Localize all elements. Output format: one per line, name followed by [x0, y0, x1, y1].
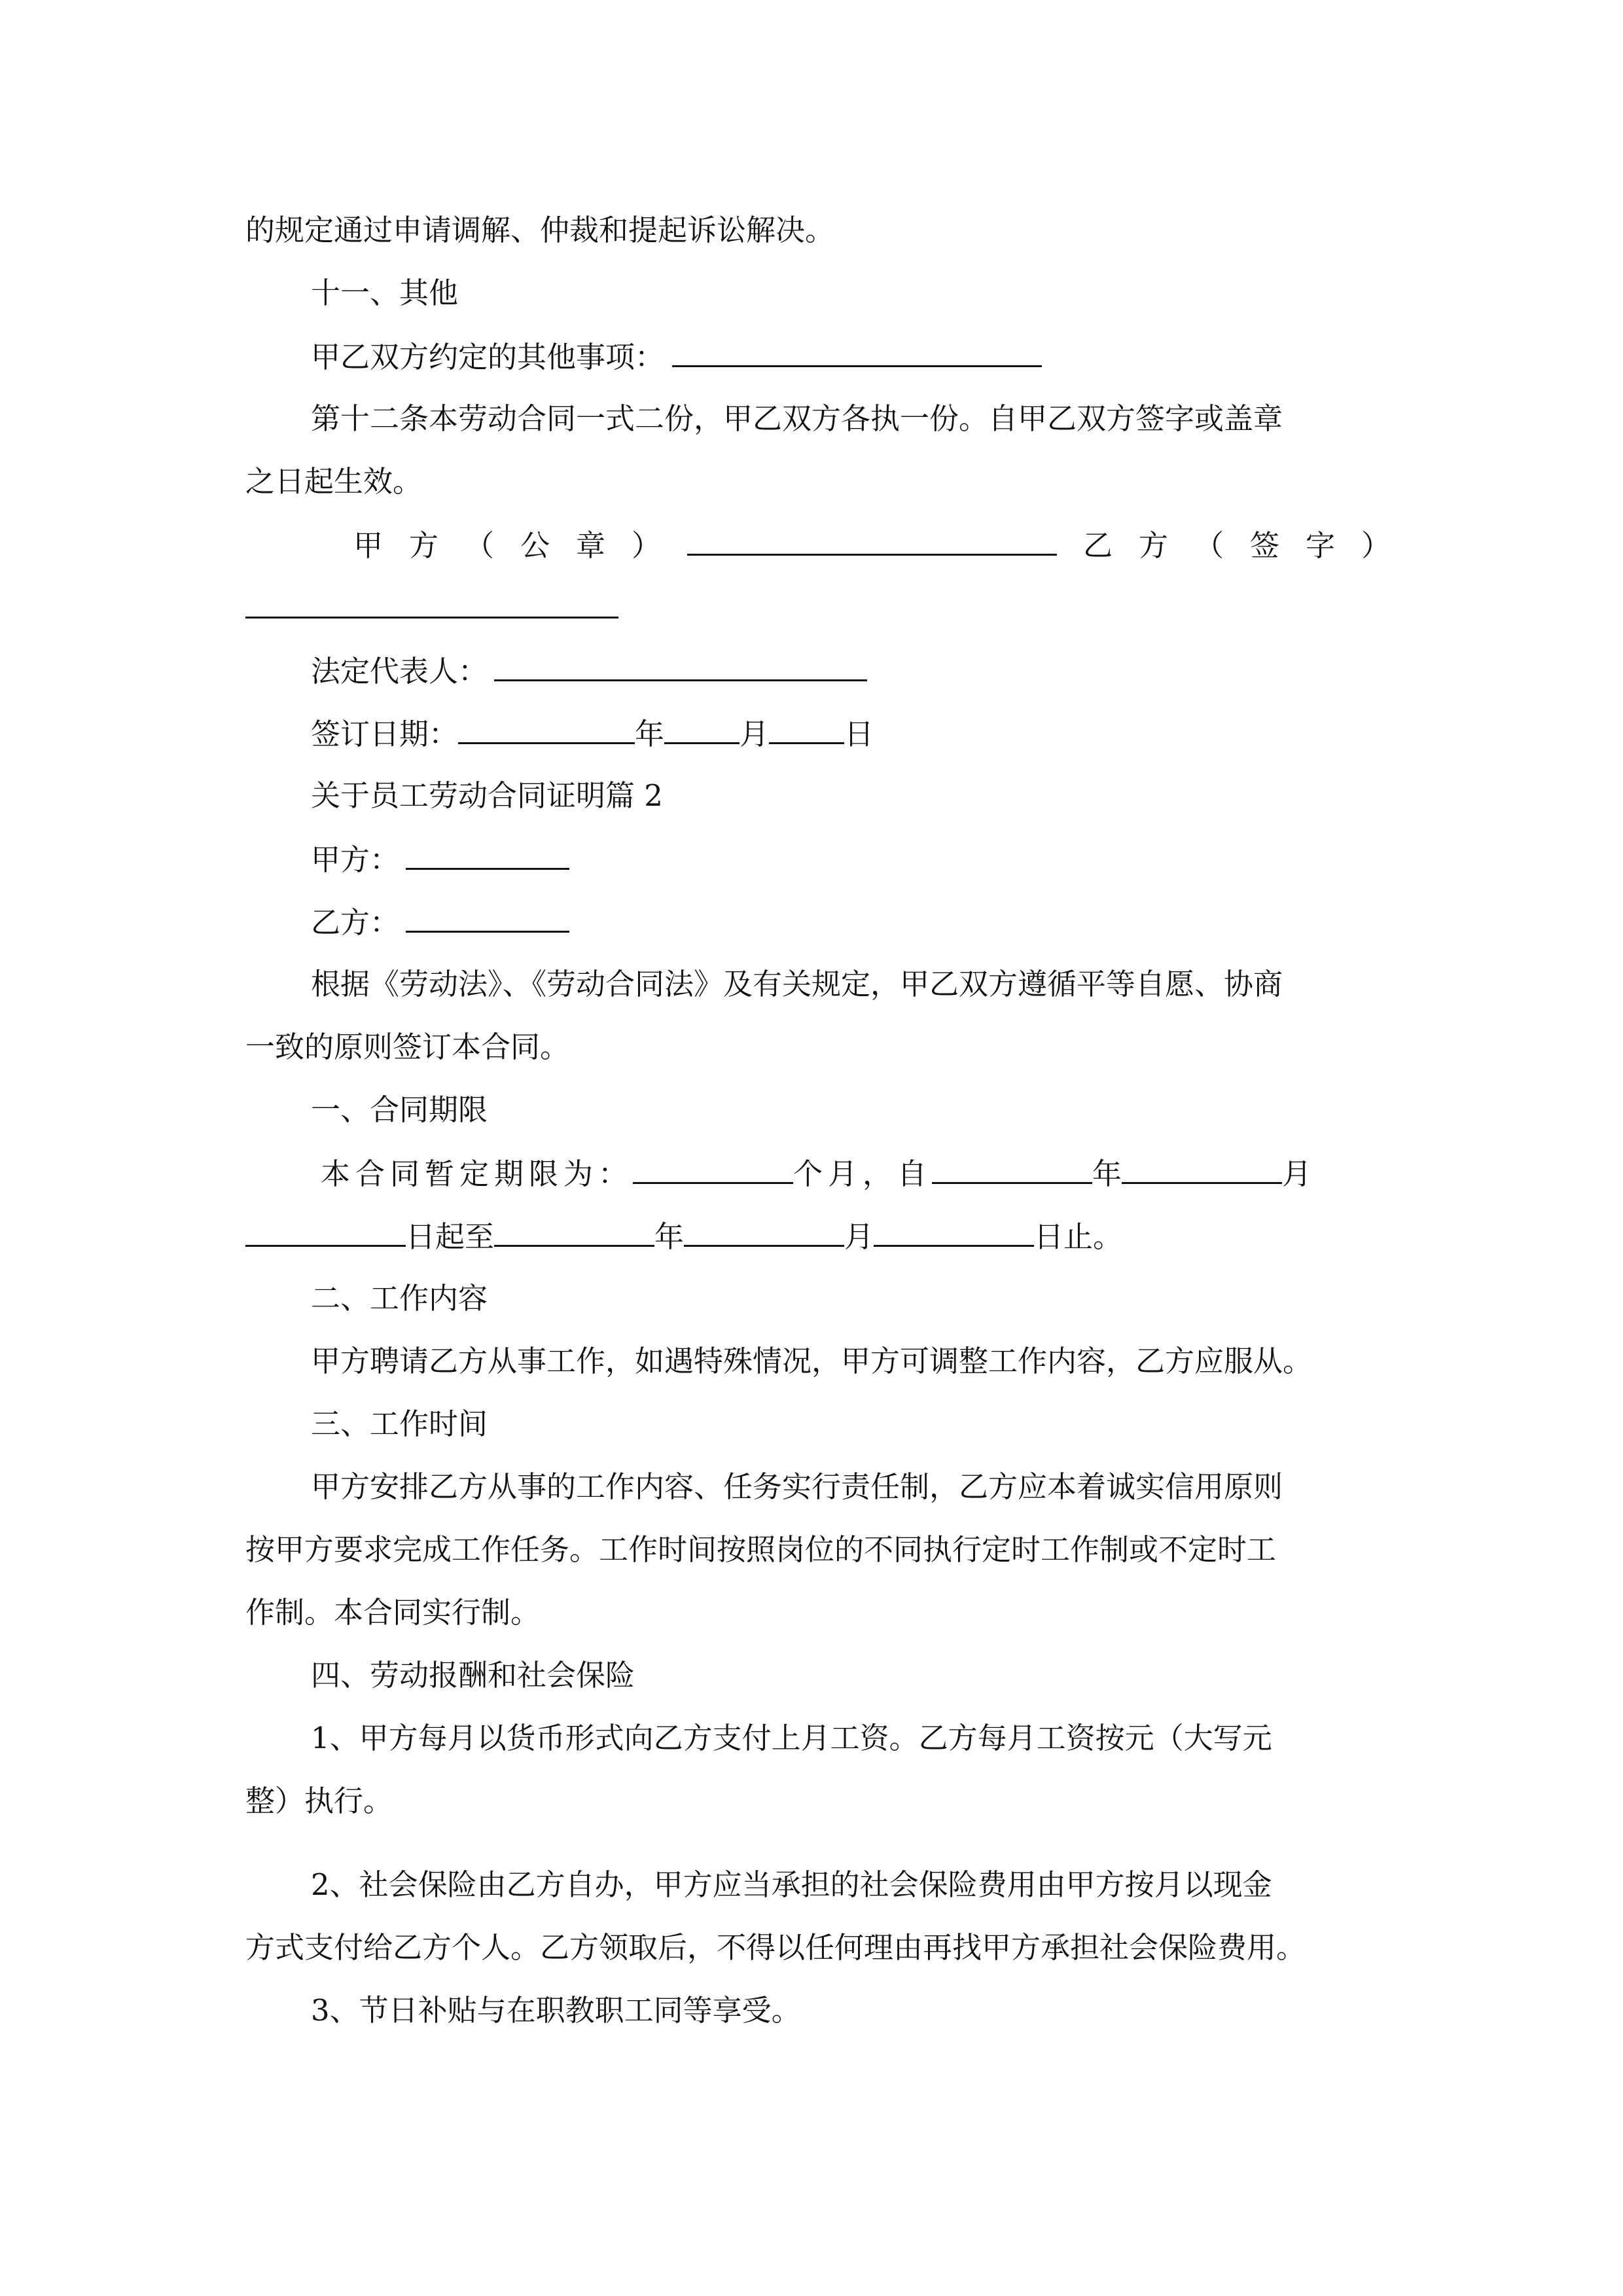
other-matters-label: 甲乙双方约定的其他事项： — [311, 340, 665, 374]
party-a-label: 甲方： — [311, 842, 400, 877]
party-a-seal-blank[interactable] — [687, 525, 1057, 556]
other-matters-blank[interactable] — [672, 336, 1042, 367]
party-b-sign-blank-line — [245, 588, 618, 628]
day-label: 日 — [844, 717, 874, 751]
party-a-blank[interactable] — [406, 839, 569, 870]
document-title-2: 关于员工劳动合同证明篇 2 — [311, 778, 663, 813]
section-heading-work-hours: 三、工作时间 — [311, 1407, 488, 1441]
term-start-year-blank[interactable] — [932, 1153, 1092, 1184]
term-start-day-blank[interactable] — [245, 1216, 406, 1247]
sign-date-year-blank[interactable] — [458, 713, 635, 744]
term-month-label: 月 — [1282, 1157, 1312, 1191]
article-12-line-1: 第十二条本劳动合同一式二份，甲乙双方各执一份。自甲乙双方签字或盖章 — [311, 401, 1283, 436]
sign-date-line — [311, 713, 874, 754]
sign-date-label: 签订日期： — [311, 717, 459, 751]
pay-item-1-line-2: 整）执行。 — [245, 1784, 393, 1818]
work-hours-line-2: 按甲方要求完成工作任务。工作时间按照岗位的不同执行定时工作制或不定时工 — [245, 1532, 1277, 1567]
party-b-label: 乙方： — [311, 905, 400, 940]
section-heading-pay: 四、劳动报酬和社会保险 — [311, 1658, 635, 1693]
term-months-from: 个月，自 — [793, 1157, 933, 1191]
term-line-1 — [321, 1153, 1311, 1194]
party-b-sign-label: 乙方（签字） — [1083, 528, 1418, 563]
term-line-2 — [245, 1216, 1122, 1257]
legal-rep-blank[interactable] — [494, 651, 867, 681]
party-b-line — [311, 902, 569, 942]
section-heading-work-content: 二、工作内容 — [311, 1281, 488, 1316]
term-year-label: 年 — [1092, 1157, 1122, 1191]
article-12-line-2: 之日起生效。 — [245, 464, 423, 499]
party-a-seal-label: 甲方（公章） — [353, 528, 688, 563]
term-end-month-blank[interactable] — [684, 1216, 844, 1247]
legal-rep-line — [311, 651, 867, 691]
pay-item-2-line-1: 2、社会保险由乙方自办，甲方应当承担的社会保险费用由甲方按月以现金 — [311, 1867, 1272, 1902]
term-end-year-label: 年 — [654, 1219, 685, 1254]
basis-line-1: 根据《劳动法》、《劳动合同法》及有关规定，甲乙双方遵循平等自愿、协商 — [311, 967, 1283, 1001]
month-label: 月 — [740, 717, 770, 751]
section-heading-other: 十一、其他 — [311, 276, 459, 310]
pay-item-3: 3、节日补贴与在职教职工同等享受。 — [311, 1993, 801, 2028]
party-b-blank[interactable] — [406, 902, 569, 933]
section-heading-term: 一、合同期限 — [311, 1092, 488, 1127]
work-content-paragraph: 甲方聘请乙方从事工作，如遇特殊情况，甲方可调整工作内容，乙方应服从。 — [311, 1344, 1313, 1378]
work-hours-line-3: 作制。本合同实行制。 — [245, 1595, 541, 1630]
party-a-line — [311, 839, 569, 880]
sign-date-day-blank[interactable] — [769, 713, 844, 744]
other-matters-line — [311, 336, 1042, 377]
legal-rep-label: 法定代表人： — [311, 654, 488, 689]
term-end-day-blank[interactable] — [874, 1216, 1034, 1247]
pay-item-1-line-1: 1、甲方每月以货币形式向乙方支付上月工资。乙方每月工资按元（大写元 — [311, 1721, 1272, 1755]
term-start-month-blank[interactable] — [1122, 1153, 1282, 1184]
work-hours-line-1: 甲方安排乙方从事的工作内容、任务实行责任制，乙方应本着诚实信用原则 — [311, 1469, 1283, 1504]
sign-date-month-blank[interactable] — [664, 713, 740, 744]
year-label: 年 — [635, 717, 665, 751]
term-end-month-label: 月 — [844, 1219, 874, 1254]
party-b-sign-blank[interactable] — [245, 588, 618, 619]
paragraph-dispute-resolution: 的规定通过申请调解、仲裁和提起诉讼解决。 — [245, 213, 835, 247]
term-months-blank[interactable] — [633, 1153, 793, 1184]
term-label: 本合同暂定期限为： — [321, 1157, 633, 1191]
term-end-label: 日止。 — [1034, 1219, 1123, 1254]
basis-line-2: 一致的原则签订本合同。 — [245, 1030, 570, 1064]
term-end-year-blank[interactable] — [494, 1216, 654, 1247]
pay-item-2-line-2: 方式支付给乙方个人。乙方领取后，不得以任何理由再找甲方承担社会保险费用。 — [245, 1930, 1306, 1965]
term-from-to: 日起至 — [406, 1219, 495, 1254]
signature-line — [353, 525, 1417, 565]
